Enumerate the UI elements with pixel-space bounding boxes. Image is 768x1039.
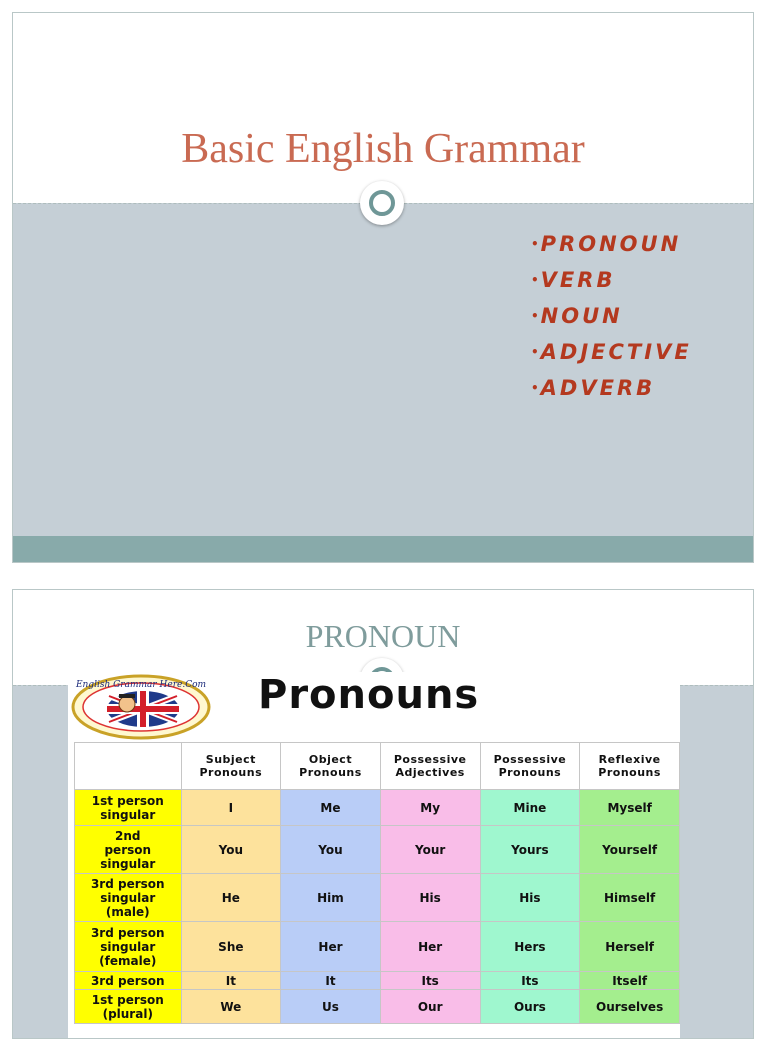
slide-title: Basic English Grammar (181, 126, 585, 172)
column-header: Reflexive Pronouns (580, 743, 680, 790)
bullet-icon: • (531, 273, 539, 287)
table-cell: Hers (480, 922, 580, 972)
table-cell: She (181, 922, 281, 972)
list-item-label: PRONOUN (540, 232, 682, 256)
table-header-row (75, 743, 680, 790)
table-cell: Me (281, 790, 381, 826)
table-cell: Ours (480, 990, 580, 1024)
logo-icon (71, 674, 211, 740)
title-area (13, 13, 753, 203)
table-cell: Its (480, 972, 580, 990)
table-cell: Ourselves (580, 990, 680, 1024)
list-item (531, 375, 692, 411)
table-cell: Its (380, 972, 480, 990)
topic-list (531, 231, 692, 411)
table-row (75, 790, 680, 826)
table-cell: Yourself (580, 826, 680, 874)
pronouns-chart-image (68, 672, 680, 1039)
bullet-icon: • (531, 381, 539, 395)
column-header: Possessive Pronouns (480, 743, 580, 790)
row-header: 3rd person (75, 972, 182, 990)
table-cell: Her (281, 922, 381, 972)
bullet-icon: • (531, 309, 539, 323)
row-header: 3rd person singular (male) (75, 874, 182, 922)
table-cell: Itself (580, 972, 680, 990)
list-item-label: VERB (540, 268, 616, 292)
table-cell: You (181, 826, 281, 874)
column-header: Object Pronouns (281, 743, 381, 790)
table-cell: You (281, 826, 381, 874)
table-cell: His (380, 874, 480, 922)
list-item (531, 339, 692, 375)
bullet-icon: • (531, 237, 539, 251)
table-cell: Him (281, 874, 381, 922)
table-cell: I (181, 790, 281, 826)
table-cell: Herself (580, 922, 680, 972)
list-item-label: ADJECTIVE (540, 340, 692, 364)
pronouns-table (74, 742, 680, 1024)
table-row (75, 990, 680, 1024)
table-cell: Her (380, 922, 480, 972)
table-cell: His (480, 874, 580, 922)
table-cell: It (281, 972, 381, 990)
table-cell: He (181, 874, 281, 922)
list-item-label: ADVERB (540, 376, 656, 400)
column-header (75, 743, 182, 790)
table-cell: Your (380, 826, 480, 874)
ring-ornament-icon (360, 181, 404, 225)
table-cell: Us (281, 990, 381, 1024)
bottom-bar (13, 536, 753, 562)
table-row (75, 874, 680, 922)
row-header: 1st person singular (75, 790, 182, 826)
slide-1 (12, 12, 754, 563)
bullet-icon: • (531, 345, 539, 359)
table-cell: Our (380, 990, 480, 1024)
row-header: 1st person (plural) (75, 990, 182, 1024)
list-item (531, 303, 692, 339)
slide-2 (12, 589, 754, 1039)
table-cell: We (181, 990, 281, 1024)
list-item (531, 231, 692, 267)
row-header: 2nd person singular (75, 826, 182, 874)
list-item-label: NOUN (540, 304, 623, 328)
column-header: Possessive Adjectives (380, 743, 480, 790)
table-cell: Yours (480, 826, 580, 874)
chart-title: Pronouns (258, 672, 480, 718)
list-item (531, 267, 692, 303)
table-cell: It (181, 972, 281, 990)
table-row (75, 972, 680, 990)
table-row (75, 922, 680, 972)
slide-title: PRONOUN (305, 618, 461, 654)
row-header: 3rd person singular (female) (75, 922, 182, 972)
column-header: Subject Pronouns (181, 743, 281, 790)
table-row (75, 826, 680, 874)
table-cell: Himself (580, 874, 680, 922)
logo-text: English Grammar Here.Com (75, 680, 207, 690)
table-cell: My (380, 790, 480, 826)
table-cell: Myself (580, 790, 680, 826)
table-cell: Mine (480, 790, 580, 826)
